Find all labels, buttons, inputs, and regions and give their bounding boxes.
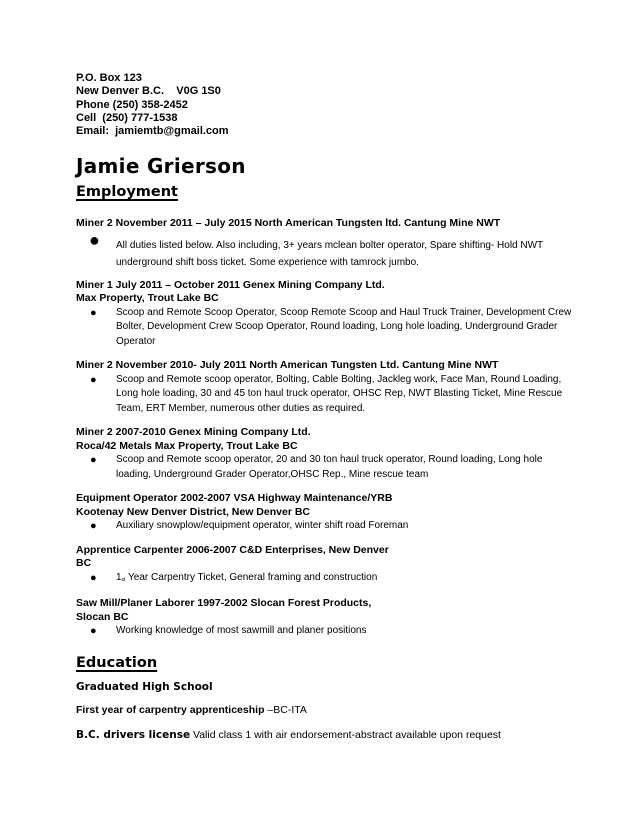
bullet-icon: ● <box>90 625 97 638</box>
bullet-icon: ● <box>90 373 97 386</box>
job-heading: Miner 2 November 2010- July 2011 North American Tungsten Ltd. Cantung Mine NWT <box>76 359 499 372</box>
job-bullet: ● Scoop and Remote scoop operator, Bolting, Cable Bolting, Jackleg work, Face Man, Round Loading, Long hole loading, 30 and 45 ton haul truck operator, OHSC Rep, NWT Blasting Ticket, Mine Rescue Team, ERT Member, numerous other duties as required. <box>90 373 563 414</box>
bullet-icon: ● <box>90 571 97 584</box>
city-postal: New Denver B.C. V0G 1S0 <box>76 85 221 98</box>
high-school: Graduated High School <box>76 680 213 693</box>
phone: Phone (250) 358-2452 <box>76 98 188 111</box>
resume-page <box>76 72 576 742</box>
job-heading: Saw Mill/Planer Laborer 1997-2002 Slocan Forest Products, <box>76 597 372 610</box>
drivers-license: B.C. drivers license Valid class 1 with air endorsement-abstract available upon request <box>76 728 501 741</box>
bullet-icon: ● <box>90 520 97 533</box>
employment-heading: Employment <box>76 184 178 201</box>
job-heading: Equipment Operator 2002-2007 VSA Highway Maintenance/YRB <box>76 492 393 505</box>
po-box: P.O. Box 123 <box>76 72 142 84</box>
job-entry <box>76 492 576 534</box>
job-entry <box>76 426 576 482</box>
job-bullet: ● All duties listed below. Also including, 3+ years mclean bolter operator, Spare shifting- Hold NWT underground shift boss ticket. Some experience with tamrock jumbo. <box>89 229 543 268</box>
job-heading: Miner 1 July 2011 – October 2011 Genex Mining Company Ltd. <box>76 278 385 291</box>
bullet-icon: ● <box>90 454 97 467</box>
job-entry <box>76 597 576 639</box>
job-bullet: ● Scoop and Remote scoop operator, 20 and 30 ton haul truck operator, Round loading, Long hole loading, Underground Grader Operator,OHSC Rep., Mine rescue team <box>90 454 543 480</box>
job-entry <box>76 217 576 271</box>
job-entry <box>76 279 576 350</box>
email: Email: jamiemtb@gmail.com <box>76 125 229 138</box>
job-subheading: Max Property, Trout Lake BC <box>76 292 219 305</box>
bullet-icon: ● <box>89 229 100 250</box>
job-bullet: ● 1st Year Carpentry Ticket, General framing and construction <box>90 571 378 584</box>
job-entry <box>76 359 576 416</box>
apprenticeship: First year of carpentry apprenticeship –BC-ITA <box>76 703 307 716</box>
bullet-icon: ● <box>90 306 97 319</box>
job-subheading: Kootenay New Denver District, New Denver BC <box>76 505 310 518</box>
job-subheading: BC <box>76 557 92 570</box>
applicant-name: Jamie Grierson <box>76 154 246 179</box>
contact-block <box>76 72 576 138</box>
job-heading: Apprentice Carpenter 2006-2007 C&D Enterprises, New Denver <box>76 543 389 556</box>
job-subheading: Slocan BC <box>76 610 129 623</box>
job-entry <box>76 544 576 588</box>
job-bullet: ● Working knowledge of most sawmill and planer positions <box>90 625 367 638</box>
job-subheading: Roca/42 Metals Max Property, Trout Lake BC <box>76 439 298 452</box>
job-bullet: ● Auxiliary snowplow/equipment operator, winter shift road Foreman <box>90 520 409 533</box>
education-heading: Education <box>76 654 158 671</box>
job-heading: Miner 2 2007-2010 Genex Mining Company Ltd. <box>76 426 311 439</box>
job-bullet: ● Scoop and Remote Scoop Operator, Scoop Remote Scoop and Haul Truck Trainer, Development Crew Bolter, Development Crew Scoop Operator, Round loading, Long hole loading, Underground Grader Operator <box>90 306 572 347</box>
job-heading: Miner 2 November 2011 – July 2015 North American Tungsten ltd. Cantung Mine NWT <box>76 217 501 230</box>
cell: Cell (250) 777-1538 <box>76 111 178 124</box>
